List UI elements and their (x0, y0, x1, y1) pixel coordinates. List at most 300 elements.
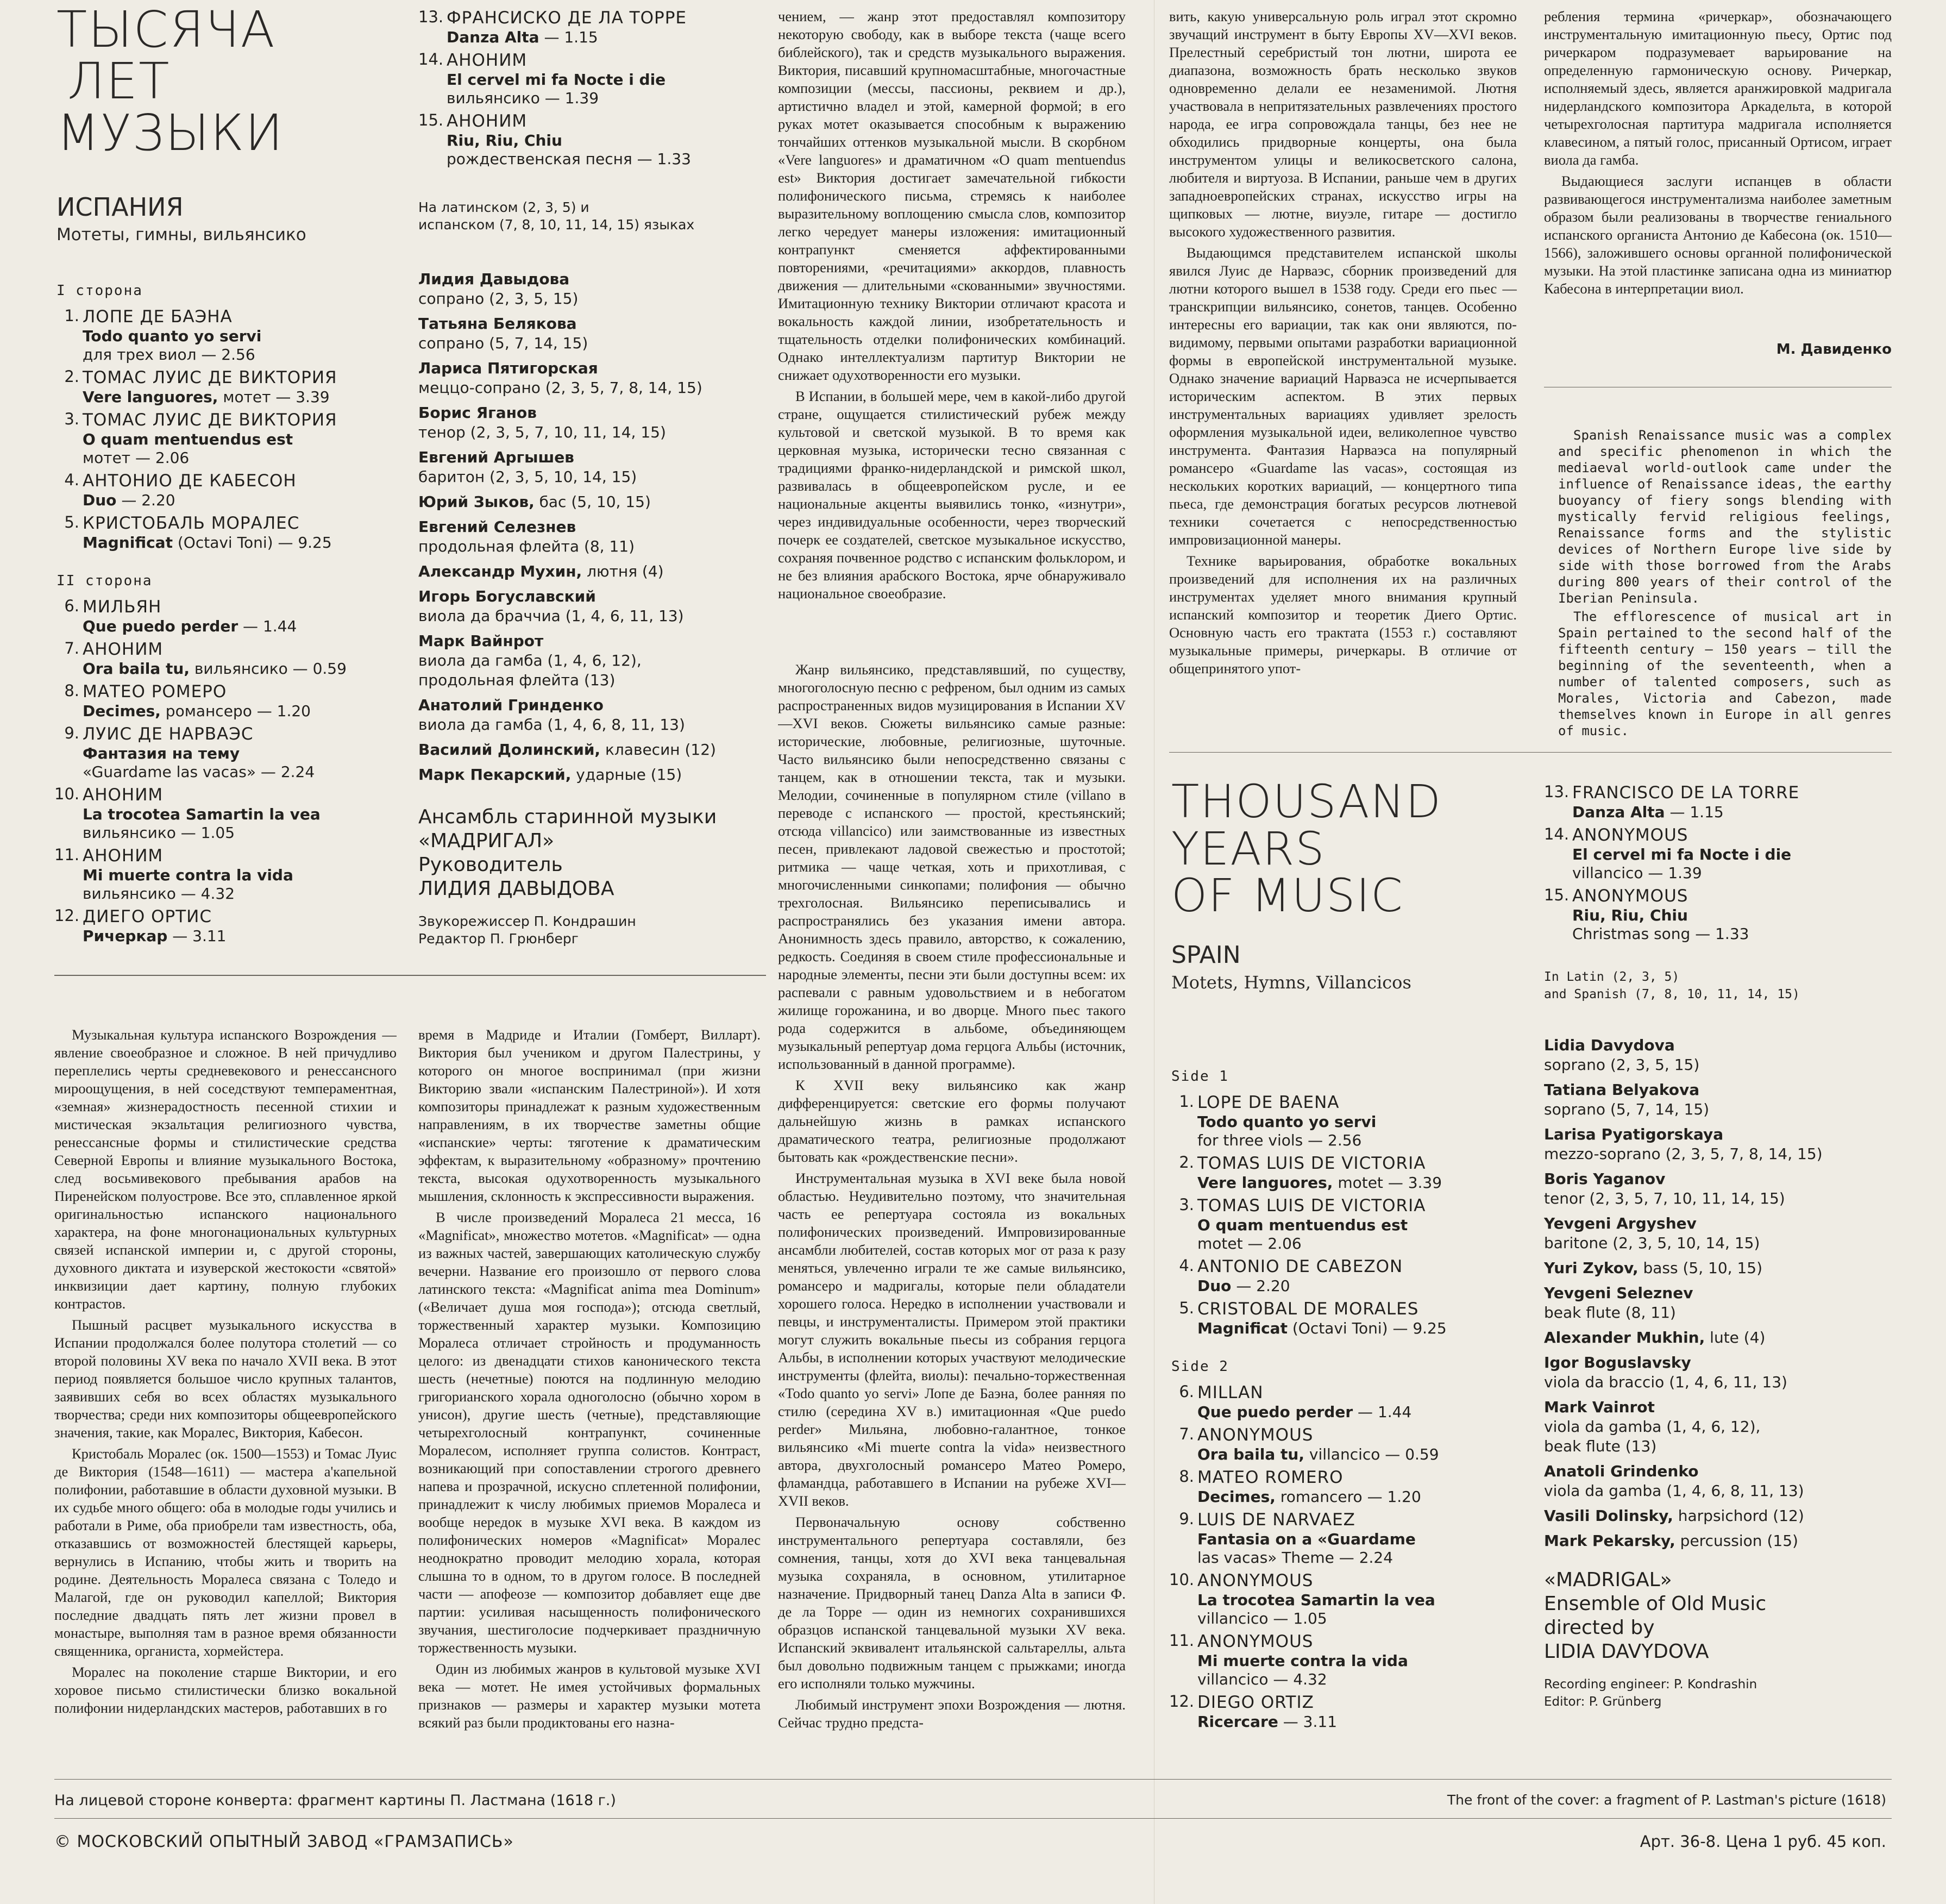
en-credit-2: Editor: P. Grünberg (1544, 1695, 1662, 1709)
ru-tracklist (54, 283, 391, 949)
track-composer: TOMAS LUIS DE VICTORIA (1197, 1196, 1426, 1216)
en-ensemble-1: «MADRIGAL» (1544, 1569, 1672, 1591)
track-duration: Christmas song — 1.33 (1572, 925, 1749, 943)
track-number: 15. (418, 111, 444, 129)
performer-line (418, 562, 755, 581)
performer-role: клавесин (12) (600, 741, 716, 759)
track-duration: motet — 2.06 (1197, 1235, 1302, 1252)
track-duration: — 2.20 (1231, 1277, 1290, 1295)
performer-item (418, 631, 755, 690)
en-ensemble-3: directed by (1544, 1617, 1655, 1639)
ru-prose-col3-top (778, 8, 1126, 649)
performer-name: Евгений Аргышев (418, 448, 574, 466)
track-work-title: Vere languores, (1197, 1174, 1333, 1192)
performer-name: Игорь Богуславский (418, 587, 596, 605)
performer-item (418, 740, 755, 760)
en-side-2-tracks (1169, 1382, 1539, 1731)
ru-prose-col1 (54, 1026, 397, 1787)
ru-prose-col3-p1: чением, — жанр этот предоставлял композитору некоторую свободу, как в выборе текста (чаще всего библейского), так и средств музыкального выражения. Виктория, писавший крупномасштабные, многочастные композиции (мессы, пассионы, реквием и др.), артистично владел и этой, камерной формой; в его руках мотет оказывается способным к выражению тончайших оттенков музыкальной мысли. В скорбном «Vere languores» и драматичном «O quam mentuendus est» Виктория достигает замечательной гибкости полифонического письма, стремясь к наиболее выразительному воплощению смысла слов, композитор легко чередует манеры изложения: имитационный контрапункт сменяется аффектированными повторениями, «речитациями» аккордов, плавность движения — длительными «скованными» звучностями. Имитационную технику Виктории отличают красота и вокальность каждой линии, изобретательность и тщательность отделки полифонических комбинаций. Однако интеллектуализм партитур Виктории не снижает одухотворенности его музыки. (778, 8, 1126, 383)
track-number: 6. (64, 597, 79, 615)
performer-role: lute (4) (1705, 1329, 1766, 1346)
ru-divider (54, 975, 766, 976)
track-work-line (1197, 1113, 1539, 1131)
track-number: 9. (64, 724, 79, 742)
ru-prose-col3-p4: К XVII веку вильянсико как жанр дифференцируется: светские его формы получают дальнейшую жизнь в рамках испанского драматического театра, религиозные продолжают бытовать как «рождественские песни». (778, 1077, 1126, 1165)
track-composer: ANONYMOUS (1572, 886, 1688, 906)
track-work-line (83, 660, 391, 678)
performer-item (418, 270, 755, 309)
ru-cover-note: На лицевой стороне конверта: фрагмент картины П. Ластмана (1618 г.) (54, 1792, 616, 1809)
ru-prose-col5-p1: ребления термина «ричеркар», обозначающего инструментальную имитационную пьесу, Ортис под ричеркаром подразумевает варьирование на определенную гармоническую основу. Ричеркар, исполняемый здесь, является аранжировкой мадригала нидерландского композитора Аркадельта, в которой четырехголосная партитура мадригала исполняется клавесином, а пятый голос, присанный Ортисом, играет виола да гамба. (1544, 8, 1892, 168)
performer-name: Александр Мухин, (418, 562, 582, 580)
ru-prose-col3-p2: В Испании, в большей мере, чем в какой-либо другой стране, ощущается стилистический рубеж между культовой и светской музыкой. В то время как церковная музыка, исторически тесно связанная с традициями франко-нидерландской и римской школ, развивалась в общеевропейском русле, и ее национальные акценты выявились тонко, «изнутри», через индивидуальные особенности, через творческий почерк ее создателей, светское музыкальное искусство, сохраняя почвенное родство с испанским фольклором, и не без влияния арабского Востока, ярче обнаруживало национальное своеобразие. (778, 388, 1126, 602)
ru-prose-col5 (1544, 8, 1892, 355)
track-item (54, 367, 391, 406)
track-work-title: Mi muerte contra la vida (83, 866, 293, 884)
performer-role: bass (5, 10, 15) (1638, 1259, 1763, 1277)
track-item (1169, 1467, 1539, 1506)
track-item (418, 50, 755, 108)
ru-country: ИСПАНИЯ (57, 192, 184, 222)
track-item (54, 597, 391, 636)
performer-role: viola da gamba (1, 4, 6, 8, 11, 13) (1544, 1482, 1804, 1500)
track-work-line (1197, 1216, 1539, 1235)
track-number: 13. (418, 8, 444, 26)
performer-item (418, 696, 755, 735)
performer-name: Yevgeni Seleznev (1544, 1284, 1693, 1302)
track-work-line (1572, 906, 1892, 925)
track-duration: villancico — 1.05 (1197, 1609, 1327, 1627)
performer-item (418, 492, 755, 512)
performer-role: viola da braccio (1, 4, 6, 11, 13) (1544, 1373, 1787, 1391)
en-divider (1169, 752, 1892, 753)
track-number: 5. (64, 513, 79, 531)
ru-credit-1: Звукорежиссер П. Кондрашин (418, 913, 636, 929)
track-composer: АНОНИМ (83, 846, 164, 866)
track-composer: КРИСТОБАЛЬ МОРАЛЕС (83, 513, 300, 533)
performer-item (418, 314, 755, 353)
en-performers (1544, 1036, 1892, 1551)
performer-name: Mark Pekarsky, (1544, 1532, 1675, 1550)
performer-name: Евгений Селезнев (418, 518, 576, 536)
track-work-title: Decimes, (83, 702, 161, 720)
track-work-title: Ричеркар (83, 927, 168, 945)
track-number: 7. (64, 639, 79, 657)
track-composer: ТОМАС ЛУИС ДЕ ВИКТОРИЯ (83, 368, 337, 387)
performer-role: сопрано (2, 3, 5, 15) (418, 290, 579, 308)
track-work-title: Todo quanto yo servi (1197, 1113, 1377, 1131)
track-work-title: Riu, Riu, Chiu (1572, 906, 1688, 924)
performer-name: Anatoli Grindenko (1544, 1462, 1699, 1480)
en-title-line-3: OF MUSIC (1171, 869, 1404, 923)
performer-name: Борис Яганов (418, 404, 537, 422)
track-work-line (83, 491, 391, 510)
track-work-line (83, 617, 391, 636)
track-work-title: Riu, Riu, Chiu (447, 131, 562, 149)
track-work-title: La trocotea Samartin la vea (1197, 1591, 1435, 1609)
performer-role: тенор (2, 3, 5, 7, 10, 11, 14, 15) (418, 423, 666, 441)
ru-prose-col4-p1: вить, какую универсальную роль играл этот скромно звучащий инструмент в быту Европы XV—XVI веков. Прелестный серебристый тон лютни, широта ее диапазона, возможность брать несколько звуков одновременно делали ее незаменимой. Лютня участвовала в непритязательных развлечениях простого народа, ее игра сопровождала танцы, без нее не обходились придворные концерты, она была инструментом улицы и великосветского салона, любителя и виртуоза. В Испании, раньше чем в других западноевропейских странах, искусство игры на щипковых — лютне, виуэле, гитаре — достигло высокого художественного развития. (1169, 8, 1517, 240)
track-item (1544, 886, 1892, 943)
track-work-line (1197, 1277, 1539, 1295)
track-item (1544, 825, 1892, 882)
performer-role: soprano (2, 3, 5, 15) (1544, 1056, 1700, 1074)
track-work-line (1197, 1445, 1539, 1464)
track-number: 1. (64, 306, 79, 325)
track-item (54, 785, 391, 842)
en-title-line-1: THOUSAND (1171, 775, 1442, 828)
ru-prose-col2-p3: Один из любимых жанров в культовой музыке XVI века — мотет. Не имея устойчивых формальных признаков — размеры и характер музыки мотета всякий раз были продиктованы его назна- (418, 1661, 761, 1731)
ru-title-line-2: ЛЕТ (67, 52, 171, 110)
track-composer: АНОНИМ (447, 111, 528, 131)
performer-role: лютня (4) (582, 562, 664, 580)
performer-name: Boris Yaganov (1544, 1170, 1666, 1188)
performer-item (418, 517, 755, 556)
ru-prose-col3-bottom (778, 661, 1126, 1769)
performer-role: меццо-сопрано (2, 3, 5, 7, 8, 14, 15) (418, 379, 702, 397)
performer-name: Igor Boguslavsky (1544, 1354, 1691, 1371)
performer-role: mezzo-soprano (2, 3, 5, 7, 8, 14, 15) (1544, 1145, 1823, 1163)
track-work-title: La trocotea Samartin la vea (83, 805, 321, 823)
track-duration: — 1.44 (238, 617, 297, 635)
track-work-title: Duo (1197, 1277, 1232, 1295)
track-composer: МАТЕО РОМЕРО (83, 682, 227, 702)
en-ensemble-4: LIDIA DAVYDOVA (1544, 1640, 1709, 1663)
track-duration: — 3.11 (1278, 1713, 1338, 1731)
en-lang-note-2: and Spanish (7, 8, 10, 11, 14, 15) (1544, 987, 1800, 1001)
track-work-title: Magnificat (83, 534, 173, 552)
performer-item (418, 765, 755, 785)
performer-name: Марк Вайнрот (418, 632, 544, 650)
track-duration: for three viols — 2.56 (1197, 1131, 1362, 1149)
ru-lang-note-1: На латинском (2, 3, 5) и (418, 199, 589, 215)
performer-name: Лидия Давыдова (418, 270, 570, 288)
track-work-title: El cervel mi fa Nocte i die (447, 71, 666, 89)
ru-side-1-label: I сторона (57, 283, 143, 299)
performer-item (1544, 1080, 1892, 1119)
track-duration: — 2.20 (116, 491, 175, 509)
ru-col2 (418, 8, 755, 948)
performer-item (418, 448, 755, 487)
track-work-title: Danza Alta (447, 28, 539, 46)
track-work-line (1197, 1403, 1539, 1421)
track-work-title: Ricercare (1197, 1713, 1278, 1731)
track-number: 5. (1179, 1299, 1194, 1317)
track-composer: ФРАНСИСКО ДЕ ЛА ТОРРЕ (447, 8, 687, 28)
track-work-title: Mi muerte contra la vida (1197, 1652, 1408, 1670)
track-composer: ЛОПЕ ДЕ БАЭНА (83, 307, 233, 327)
track-composer: ТОМАС ЛУИС ДЕ ВИКТОРИЯ (83, 410, 337, 430)
track-duration: — 3.11 (167, 927, 227, 945)
ru-side-1-tracks (54, 306, 391, 552)
track-composer: ANONYMOUS (1572, 825, 1688, 845)
performer-role: viola da gamba (1, 4, 6, 12), (1544, 1418, 1761, 1436)
track-duration: для трех виол — 2.56 (83, 346, 255, 364)
track-item (418, 111, 755, 168)
performer-role: сопрано (5, 7, 14, 15) (418, 334, 588, 352)
track-duration: романсеро — 1.20 (160, 702, 311, 720)
performer-item (1544, 1462, 1892, 1501)
track-item (1169, 1692, 1539, 1731)
track-duration: рождественская песня — 1.33 (447, 150, 691, 168)
track-duration: мотет — 2.06 (83, 449, 190, 467)
performer-item (418, 562, 755, 581)
performer-name: Лариса Пятигорская (418, 359, 598, 377)
track-item (54, 681, 391, 721)
en-col2 (1544, 782, 1892, 1711)
track-composer: LUIS DE NARVAEZ (1197, 1510, 1355, 1530)
track-item (54, 845, 391, 903)
track-work-title: Decimes, (1197, 1488, 1276, 1506)
track-item (1169, 1256, 1539, 1295)
track-number: 8. (64, 681, 79, 700)
track-work-line (447, 131, 755, 150)
ru-prose-col2 (418, 1026, 761, 1787)
track-composer: ANONYMOUS (1197, 1425, 1314, 1445)
performer-role: harpsichord (12) (1673, 1507, 1804, 1525)
track-number: 3. (64, 410, 79, 428)
en-side-1-label: Side 1 (1171, 1068, 1229, 1085)
track-item (1169, 1092, 1539, 1150)
performer-name: Lidia Davydova (1544, 1036, 1675, 1054)
track-composer: ЛУИС ДЕ НАРВАЭС (83, 724, 254, 744)
ru-prose-col3-p5: Инструментальная музыка в XVI веке была новой областью. Неудивительно поэтому, что значительная часть ее репертуара состояла из вокальных полифонических произведений. Импровизированные ансамбли любителей, состав которых мог от раза к разу меняться, увлеченно играли те же самые вильянсико, романсеро и мадригалы, которые пели обладатели хорошего голоса. Нередко в исполнении участвовали и певцы, и инструменталисты. Примером этой практики могут служить вокальные пьесы из собрания герцога Альбы, в исполнении которых участвуют мелодические инструменты (флейта, виолы): печально-торжественная «Todo quanto yo servi» Лопе де Баэна, более ранняя по стилю (середина XV в.) имитационная «Que puedo perder» Мильяна, любовно-галантное, тонкое вильянсико «Mi muerte contra la vida» неизвестного автора, двухголосный романсеро Матео Ромеро, фламандца, работавшего в Испании на рубеже XVI—XVII веков. (778, 1170, 1126, 1509)
track-work-title: Que puedo perder (83, 617, 238, 635)
track-item (54, 639, 391, 678)
track-work-line (1197, 1174, 1539, 1192)
performer-role: percussion (15) (1675, 1532, 1798, 1550)
performer-name: Mark Vainrot (1544, 1398, 1655, 1416)
track-composer: DIEGO ORTIZ (1197, 1693, 1314, 1712)
en-title-block (1171, 775, 1541, 993)
track-item (54, 410, 391, 467)
performer-role-extra: beak flute (13) (1544, 1437, 1657, 1455)
performer-item (1544, 1258, 1892, 1278)
performer-name: Yuri Zykov, (1544, 1259, 1639, 1277)
track-item (1544, 782, 1892, 822)
track-item (1169, 1153, 1539, 1192)
performer-item (1544, 1398, 1892, 1456)
ru-lang-note-2: испанском (7, 8, 10, 11, 14, 15) языках (418, 217, 695, 233)
track-duration: мотет — 3.39 (218, 388, 330, 406)
track-duration: (Octavi Toni) — 9.25 (172, 534, 332, 552)
performer-line (418, 740, 755, 760)
ru-prose-col3-p6: Первоначальную основу собственно инструментального репертуара составляли, без сомнения, танцы, хотя до XVI века танцевальная музыка сохраняла, в основном, утилитарное назначение. Придворный танец Danza Alta в записи Ф. де ла Торре — один из немногих сохранившихся образцов испанской танцевальной музыки XV века. Испанский эквивалент итальянской сальтареллы, альта был довольно подвижным танцем с прыжками; иногда его исполняли только мужчины. (778, 1514, 1126, 1692)
en-tracklist (1169, 1068, 1539, 1734)
track-composer: ANONYMOUS (1197, 1571, 1314, 1590)
track-composer: MILLAN (1197, 1383, 1264, 1402)
track-work-title: Que puedo perder (1197, 1403, 1353, 1421)
track-item (1169, 1195, 1539, 1253)
ru-prose-col1-p3: Кристобаль Моралес (ок. 1500—1553) и Томас Луис де Виктория (1548—1611) — мастера а'капельной полифонии, работавшие в области духовной музыки. В их судьбе много общего: оба в молодые годы учились и работали в Риме, оба приобрели там известность, оба, отказавшись от возможностей блестящей карьеры, вернулись в Испанию, чтобы жить и творить на родине. Деятельность Моралеса связана с Толедо и Малагой, где он руководил капеллой; Виктория последние двадцать пять лет жизни провел в монастыре, выполняя там в разное время обязанности священника, органиста, хормейстера. (54, 1445, 397, 1659)
en-credit-1: Recording engineer: P. Kondrashin (1544, 1677, 1757, 1692)
track-number: 13. (1544, 782, 1570, 801)
track-duration: villancico — 1.39 (1572, 864, 1702, 882)
performer-line (1544, 1258, 1892, 1278)
en-tracks-13-15 (1544, 782, 1892, 943)
track-number: 7. (1179, 1425, 1194, 1443)
catalog-price: Арт. 36-8. Цена 1 руб. 45 коп. (1640, 1832, 1886, 1851)
track-duration: — 1.15 (539, 28, 598, 46)
track-composer: LOPE DE BAENA (1197, 1093, 1340, 1112)
performer-role: бас (5, 10, 15) (534, 493, 651, 511)
performer-line (1544, 1531, 1892, 1551)
track-item (54, 724, 391, 781)
performer-role: продольная флейта (8, 11) (418, 537, 635, 555)
track-work-title: Ora baila tu, (83, 660, 190, 678)
track-work-line (83, 744, 391, 763)
ru-ensemble-3: Руководитель (418, 854, 563, 876)
track-work-title: Magnificat (1197, 1319, 1288, 1337)
ru-side-2-label: II сторона (57, 573, 153, 589)
track-duration: las vacas» Theme — 2.24 (1197, 1549, 1393, 1567)
performer-item (1544, 1283, 1892, 1323)
ru-side-2-tracks (54, 597, 391, 945)
performer-role: баритон (2, 3, 5, 10, 14, 15) (418, 468, 637, 486)
track-composer: CRISTOBAL DE MORALES (1197, 1299, 1419, 1319)
track-item (1169, 1510, 1539, 1567)
en-side-1-tracks (1169, 1092, 1539, 1338)
track-composer: TOMAS LUIS DE VICTORIA (1197, 1154, 1426, 1173)
track-item (1169, 1425, 1539, 1464)
footer-divider-bottom (54, 1818, 1892, 1819)
track-number: 11. (1169, 1631, 1195, 1650)
ru-performers (418, 270, 755, 785)
track-work-title: Фантазия на тему (83, 744, 240, 762)
track-duration: romancero — 1.20 (1275, 1488, 1421, 1506)
track-number: 11. (54, 845, 80, 864)
track-work-line (447, 28, 755, 47)
track-composer: АНОНИМ (447, 51, 528, 70)
performer-name: Анатолий Гринденко (418, 696, 604, 714)
ru-prose-col2-p2: В числе произведений Моралеса 21 месса, 16 «Magnificat», множество мотетов. «Magnificat» — одна из важных частей, завершающих католическую службу вечерни. Название его произошло от первого слова латинского текста: «Magnificat anima mea Dominum» («Величает душа моя господа»); отсюда светлый, торжественный характер музыки. Композицию Моралеса отличает стройность и продуманность целого: из двенадцати стихов канонического текста шесть (нечетные) поются на подлинную мелодию григорианского хорала одноголосно (обычно хором в унисон), другие шесть (четные), представляющие четырехголосный контрапункт, сочиненные Моралесом, исполняет группа солистов. Контраст, возникающий при сопоставлении строгого древнего напева и прозрачной, искусно сплетенной полифонии, принадлежит к числу любимых приемов Моралеса и вообще нередок в музыке XVI века. В каждом из полифонических номеров «Magnificat» Моралес неоднократно проводит мелодию хорала, которая слышна то в одном, то в другом голосе. В последней части — апофеозе — композитор добавляет еще две партии: усиливая насыщенность полифонического звучания, шестиголосие подчеркивает праздничную торжественность музыки. (418, 1209, 761, 1656)
performer-role: ударные (15) (571, 766, 682, 784)
track-item (54, 306, 391, 364)
track-duration: — 1.15 (1665, 803, 1724, 821)
performer-item (1544, 1214, 1892, 1253)
track-work-title: O quam mentuendus est (83, 430, 293, 448)
track-composer: ANONYMOUS (1197, 1632, 1314, 1651)
ru-prose-col2-p1: время в Мадриде и Италии (Гомберт, Вилларт). Виктория был учеником и другом Палестрины, у которого он многое воспринимал (при жизни Викторию звали «испанским Палестриной»). И хотя композиторы принадлежат к разным художественным направлениям, в их творчестве заметны общие «испанские» черты: тяготение к драматическим эффектам, к выразительному «образному» прочтению текста, высокая одухотворенность музыкального мышления, склонность к экспрессивности выражения. (418, 1026, 761, 1204)
track-number: 10. (1169, 1570, 1195, 1589)
track-composer: MATEO ROMERO (1197, 1468, 1344, 1487)
performer-role: виола да гамба (1, 4, 6, 8, 11, 13) (418, 716, 685, 734)
track-work-line (83, 327, 391, 346)
performer-role: soprano (5, 7, 14, 15) (1544, 1100, 1710, 1118)
ru-title-line-1: ТЫСЯЧА (57, 1, 276, 59)
en-side-2-label: Side 2 (1171, 1358, 1229, 1375)
track-number: 1. (1179, 1092, 1194, 1111)
performer-name: Татьяна Белякова (418, 315, 577, 333)
track-number: 4. (64, 471, 79, 489)
track-number: 14. (1544, 825, 1570, 843)
ru-prose-col4-p2: Выдающимся представителем испанской школы явился Луис де Нарваэс, сборник произведений для лютни которого вышел в 1538 году. Среди его пьес — транскрипции вильянсико, сонетов, танцев. Особенно интересны его вариации, так как они являются, по-видимому, первыми опытами разработки вариационной формы в европейской инструментальной музыке. Однако значение вариаций Нарваэса не исчерпывается историческим аспектом. В этих первых инструментальных вариациях удивляет зрелость оформления музыкальной идеи, великолепное чувство инструмента. Фантазия Нарваэса на популярный романсеро «Guardame las vacas», состоящая из нескольких коротких вариаций, — концертного типа пьеса, где демонстрация богатых ресурсов лютневой техники сочетается с непосредственностью импровизационной манеры. (1169, 245, 1517, 548)
track-composer: АНОНИМ (83, 785, 164, 805)
performer-name: Alexander Mukhin, (1544, 1329, 1705, 1346)
track-work-line (1572, 845, 1892, 864)
track-work-title: Todo quanto yo servi (83, 327, 262, 345)
ru-publisher: © МОСКОВСКИЙ ОПЫТНЫЙ ЗАВОД «ГРАМЗАПИСЬ» (54, 1832, 514, 1851)
track-work-line (83, 534, 391, 552)
ru-title-line-3: МУЗЫКИ (57, 103, 284, 162)
en-lang-note-1: In Latin (2, 3, 5) (1544, 970, 1680, 984)
track-duration: (Octavi Toni) — 9.25 (1287, 1319, 1447, 1337)
track-work-line (1197, 1530, 1539, 1549)
track-work-line (83, 805, 391, 824)
performer-line (418, 765, 755, 785)
track-work-title: Duo (83, 491, 117, 509)
track-composer: АНОНИМ (83, 640, 164, 659)
performer-name: Марк Пекарский, (418, 766, 572, 784)
ru-ensemble-4: ЛИДИЯ ДАВЫДОВА (418, 878, 614, 900)
track-composer: ANTONIO DE CABEZON (1197, 1257, 1403, 1276)
track-work-line (1572, 803, 1892, 822)
performer-item (1544, 1506, 1892, 1526)
track-work-line (1197, 1713, 1539, 1731)
ru-prose-col4-p3: Технике варьирования, обработке вокальных произведений для исполнения их на различных инструментах уделяет много внимания крупный испанский композитор и теоретик Диего Ортис. Основную часть его трактата (1553 г.) составляют музыкальные примеры, ричеркары. В отличие от общепринятого упот- (1169, 553, 1517, 677)
en-summary-p1: Spanish Renaissance music was a complex and specific phenomenon in which the mediaeval world-outlook came under the influence of Renaissance ideas, the earthy buoyancy of fiery songs blending with mystically fervid religious feelings, Renaissance forms and the stylistic devices of Northern Europe live side by side with those borrowed from the Arabs during 800 years of their control of the Iberian Peninsula. (1558, 428, 1892, 606)
ru-prose-col1-p2: Пышный расцвет музыкального искусства в Испании продолжался более полутора столетий — со второй половины XV века по начало XVII века. В этот период появляется большое число крупных талантов, заявивших себя во всех областях музыкального творчества; среди них композиторы общеевропейского значения, такие, как Моралес, Виктория, Кабесон. (54, 1317, 397, 1440)
performer-role: beak flute (8, 11) (1544, 1304, 1676, 1321)
ru-subtitle: Мотеты, гимны, вильянсико (57, 225, 306, 245)
track-work-line (1197, 1652, 1539, 1670)
ru-signature: М. Давиденко (1776, 341, 1892, 358)
performer-item (1544, 1328, 1892, 1348)
track-duration: «Guardame las vacas» — 2.24 (83, 763, 315, 781)
track-item (1169, 1631, 1539, 1689)
track-number: 10. (54, 785, 80, 803)
performer-name: Vasili Dolinsky, (1544, 1507, 1673, 1525)
track-duration: вильянсико — 4.32 (83, 885, 235, 903)
track-number: 14. (418, 50, 444, 68)
ru-prose-col3-p7: Любимый инструмент эпохи Возрождения — лютня. Сейчас трудно предста- (778, 1696, 1126, 1731)
en-summary (1558, 427, 1892, 741)
performer-role: tenor (2, 3, 5, 7, 10, 11, 14, 15) (1544, 1189, 1785, 1207)
track-work-title: Ora baila tu, (1197, 1445, 1304, 1463)
track-work-line (1197, 1591, 1539, 1609)
ru-ensemble-1: Ансамбль старинной музыки (418, 806, 717, 828)
track-work-title: Fantasia on a «Guardame (1197, 1530, 1416, 1548)
track-work-title: El cervel mi fa Nocte i die (1572, 845, 1792, 863)
track-duration: villancico — 4.32 (1197, 1670, 1327, 1688)
en-cover-note: The front of the cover: a fragment of P. Lastman's picture (1618) (1447, 1792, 1886, 1808)
track-item (1169, 1382, 1539, 1421)
track-duration: villancico — 0.59 (1304, 1445, 1439, 1463)
performer-role: виола да гамба (1, 4, 6, 12), (418, 652, 642, 669)
track-number: 12. (1169, 1692, 1195, 1711)
performer-line (418, 492, 755, 512)
track-work-line (83, 388, 391, 406)
performer-item (1544, 1169, 1892, 1208)
track-number: 2. (64, 367, 79, 386)
performer-name: Tatiana Belyakova (1544, 1081, 1700, 1099)
track-number: 4. (1179, 1256, 1194, 1275)
ru-title-block (57, 1, 393, 245)
performer-name: Larisa Pyatigorskaya (1544, 1125, 1724, 1143)
track-duration: вильянсико — 1.39 (447, 89, 599, 107)
performer-line (1544, 1328, 1892, 1348)
track-work-title: Vere languores, (83, 388, 218, 406)
track-item (54, 513, 391, 552)
footer-divider-top (54, 1779, 1892, 1780)
track-work-line (83, 866, 391, 885)
ru-prose-col3-p3: Жанр вильянсико, представлявший, по существу, многоголосную песню с рефреном, был одним из самых распространенных видов музицирования в Испании XV—XVI веков. Сюжеты вильянсико самые разные: исторические, любовные, религиозные, шуточные. Часто вильянсико были непосредственно связаны с танцем, как в отношении текста, так и музыки. Мелодии, сочиненные в популярном стиле (villano в переводе с испанского — простой, крестьянский; отсюда villancico) или заимствованные из известных песен, привлекают ладовой свежестью и простотой; ритмика — чаще четкая, хоть и прихотливая, с многочисленными синкопами; полифония — обычно трехголосная. Вильянсико переписывались и распространялись без указания имени автора. Анонимность здесь правило, авторство, к сожалению, редкость. Соединяя в своем стиле профессиональные и народные элементы, песни эти были доступны всем: их распевали с равным удовольствием и в небогатом жилище горожанина, и во дворце. Много пьес такого рода содержится в альбоме, объединяющем музыкальный репертуар дома герцога Альбы (источник, использованный в данной программе). (778, 661, 1126, 1072)
en-ensemble-2: Ensemble of Old Music (1544, 1593, 1767, 1615)
performer-item (418, 587, 755, 626)
ru-prose-col1-p1: Музыкальная культура испанского Возрождения — явление своеобразное и сложное. В ней причудливо переплелись черты средневекового и ренессансного мироощущения, в ней соседствуют темпераментная, «земная» жизнерадостность песенной стихии и мистическая экзальтация религиозного чувства, ренессансные формы и стилистические средства Северной Европы и влияние музыкального Востока, след восьмивекового пребывания арабов на Пиренейском полуострове. Все это, сплавленное яркой оригинальностью испанского национального характера, на фоне многонациональных культурных связей испанской империи и, с другой стороны, духовного диктата и изуверской жестокости «святой» инквизиции дает картину, полную глубоких контрастов. (54, 1026, 397, 1312)
track-composer: МИЛЬЯН (83, 597, 162, 617)
performer-item (418, 403, 755, 442)
